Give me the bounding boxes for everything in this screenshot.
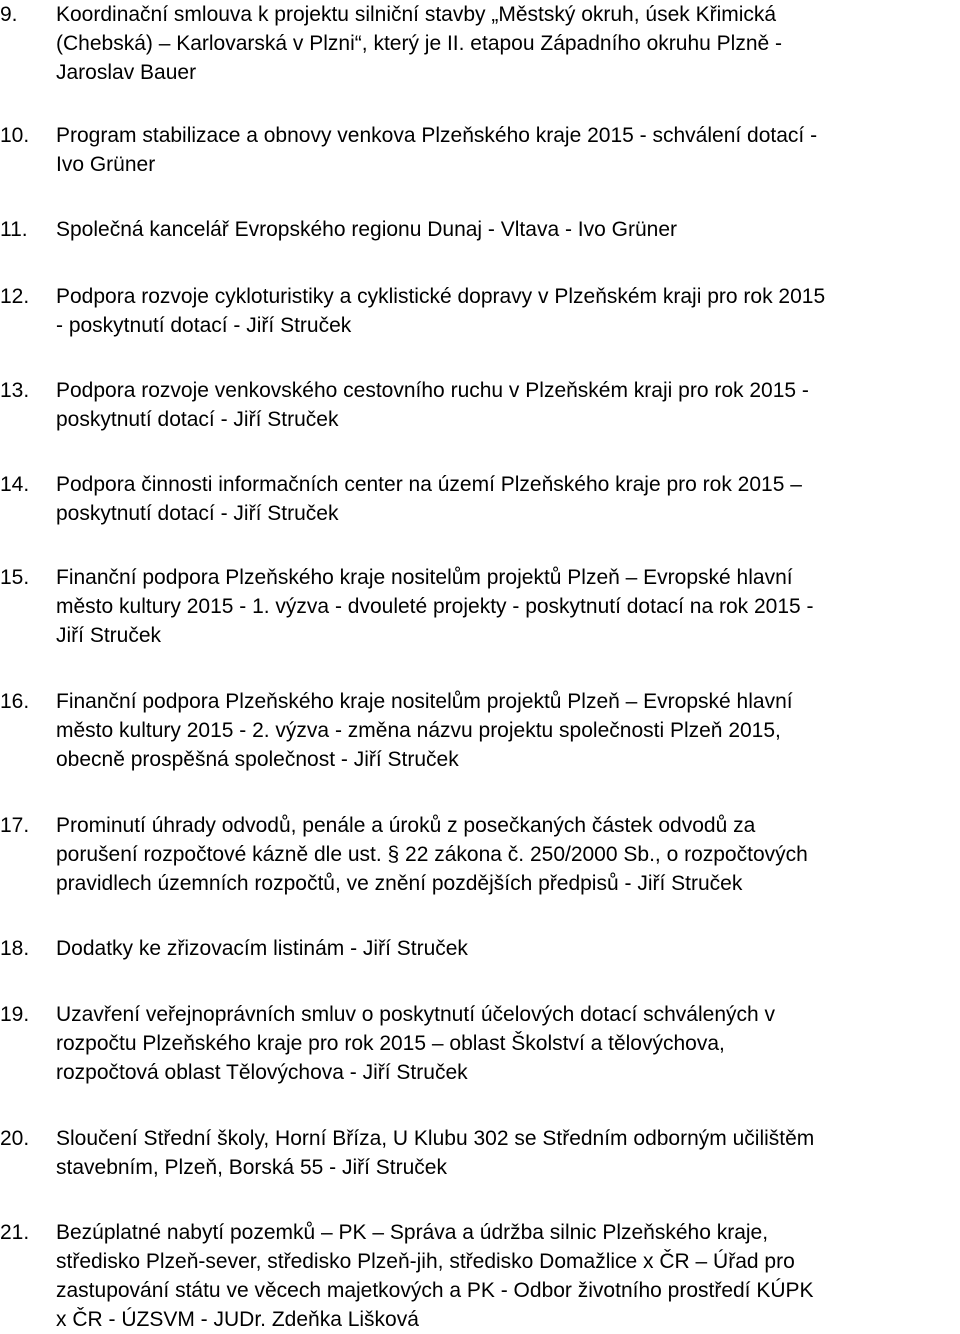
- item-line: Prominutí úhrady odvodů, penále a úroků z posečkaných částek odvodů za: [56, 814, 756, 837]
- item-line: Podpora rozvoje cykloturistiky a cyklistické dopravy v Plzeňském kraji pro rok 2015: [56, 285, 826, 308]
- item-number: 18.: [0, 937, 30, 960]
- item-line: obecně prospěšná společnost - Jiří Struček: [56, 748, 459, 771]
- item-line: x ČR - ÚZSVM - JUDr. Zdeňka Lišková: [56, 1308, 419, 1331]
- item-line: stavebním, Plzeň, Borská 55 - Jiří Struček: [56, 1156, 447, 1179]
- item-text: [56, 1124, 960, 1182]
- item-line: zastupování státu ve věcech majetkových a PK - Odbor životního prostředí KÚPK: [56, 1279, 814, 1302]
- item-number: 9.: [0, 3, 18, 26]
- item-text: [56, 376, 960, 434]
- item-text: [56, 470, 960, 528]
- item-text: [56, 563, 960, 650]
- item-number: 19.: [0, 1003, 30, 1026]
- item-line: Program stabilizace a obnovy venkova Plzeňského kraje 2015 - schválení dotací -: [56, 124, 818, 147]
- item-number: 15.: [0, 566, 30, 589]
- item-line: Bezúplatné nabytí pozemků – PK – Správa a údržba silnic Plzeňského kraje,: [56, 1221, 769, 1244]
- item-line: Jaroslav Bauer: [56, 61, 197, 84]
- item-line: rozpočtu Plzeňského kraje pro rok 2015 – oblast Školství a tělovýchova,: [56, 1032, 725, 1055]
- item-line: poskytnutí dotací - Jiří Struček: [56, 502, 339, 525]
- item-text: [56, 1218, 960, 1334]
- item-line: Finanční podpora Plzeňského kraje nositelům projektů Plzeň – Evropské hlavní: [56, 566, 793, 589]
- item-text: [56, 0, 960, 87]
- item-number: 10.: [0, 124, 30, 147]
- item-number: 12.: [0, 285, 30, 308]
- item-line: Ivo Grüner: [56, 153, 156, 176]
- item-line: poskytnutí dotací - Jiří Struček: [56, 408, 339, 431]
- item-line: rozpočtová oblast Tělovýchova - Jiří Struček: [56, 1061, 468, 1084]
- item-text: [56, 215, 960, 244]
- item-line: - poskytnutí dotací - Jiří Struček: [56, 314, 352, 337]
- item-line: Sloučení Střední školy, Horní Bříza, U Klubu 302 se Středním odborným učilištěm: [56, 1127, 815, 1150]
- item-line: Podpora rozvoje venkovského cestovního ruchu v Plzeňském kraji pro rok 2015 -: [56, 379, 809, 402]
- item-number: 21.: [0, 1221, 30, 1244]
- item-line: (Chebská) – Karlovarská v Plzni“, který je II. etapou Západního okruhu Plzně -: [56, 32, 783, 55]
- item-number: 14.: [0, 473, 30, 496]
- item-text: [56, 687, 960, 774]
- item-line: Finanční podpora Plzeňského kraje nositelům projektů Plzeň – Evropské hlavní: [56, 690, 793, 713]
- item-text: [56, 934, 960, 963]
- item-line: porušení rozpočtové kázně dle ust. § 22 zákona č. 250/2000 Sb., o rozpočtových: [56, 843, 808, 866]
- item-line: Koordinační smlouva k projektu silniční stavby „Městský okruh, úsek Křimická: [56, 3, 777, 26]
- item-text: [56, 121, 960, 179]
- item-line: Jiří Struček: [56, 624, 162, 647]
- item-number: 20.: [0, 1127, 30, 1150]
- item-line: Uzavření veřejnoprávních smluv o poskytnutí účelových dotací schválených v: [56, 1003, 776, 1026]
- item-number: 13.: [0, 379, 30, 402]
- item-number: 11.: [0, 218, 28, 241]
- item-line: středisko Plzeň-sever, středisko Plzeň-jih, středisko Domažlice x ČR – Úřad pro: [56, 1250, 795, 1273]
- item-line: Podpora činnosti informačních center na území Plzeňského kraje pro rok 2015 –: [56, 473, 802, 496]
- item-line: Dodatky ke zřizovacím listinám - Jiří Struček: [56, 937, 468, 960]
- item-number: 16.: [0, 690, 30, 713]
- item-number: 17.: [0, 814, 30, 837]
- item-text: [56, 282, 960, 340]
- item-line: město kultury 2015 - 1. výzva - dvouleté projekty - poskytnutí dotací na rok 2015 -: [56, 595, 814, 618]
- item-text: [56, 811, 960, 898]
- item-text: [56, 1000, 960, 1087]
- item-line: pravidlech územních rozpočtů, ve znění pozdějších předpisů - Jiří Struček: [56, 872, 743, 895]
- item-line: Společná kancelář Evropského regionu Dunaj - Vltava - Ivo Grüner: [56, 218, 677, 241]
- item-line: město kultury 2015 - 2. výzva - změna názvu projektu společnosti Plzeň 2015,: [56, 719, 781, 742]
